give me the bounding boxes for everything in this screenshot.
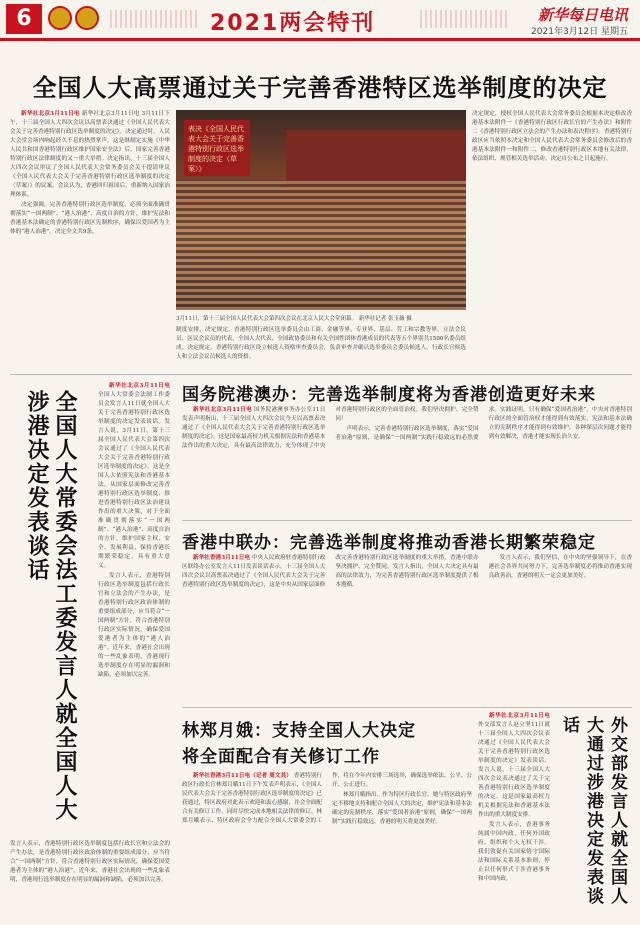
divider <box>10 374 632 375</box>
article4-title-line2: 将全面配合有关修订工作 <box>182 747 380 767</box>
article3-byline: 新华社香港3月11日电 <box>193 555 251 561</box>
main-headline: 全国人大高票通过关于完善香港特区选举制度的决定 <box>32 74 608 102</box>
article3-text: 中央人民政府驻香港特别行政区联络办公室发言人11日发表谈话表示，十三届全国人大四次会议以高票表决通过了《全国人民代表大会关于完善香港特别行政区选举制度的决定》，这是中央从国家层面修改完善香港特别行政区选举制度的重大举措，香港中联办坚决拥护、完全赞同。发言人指出，全国人大决定具有最高的法律效力，为完善香港特别行政区选举制度提供了根本遵循。 <box>182 555 479 588</box>
emblems <box>48 6 108 32</box>
header-rule <box>0 38 640 41</box>
main-article-col4: 决定规定，授权全国人民代表大会常务委员会根据本决定修改香港基本法附件一《香港特别行政区行政长官的产生办法》和附件二《香港特别行政区立法会的产生办法和表决程序》。香港特别行政区应当依照本决定和全国人民代表大会常务委员会修改后的香港基本法附件一和附件二，修改香港特别行政区本地有关法律，依法组织、规管相关选举活动。决定自公布之日起施行。 <box>472 111 632 162</box>
main-article-col3: 制度安排。决定规定，香港特别行政区选举委员会由工商、金融等界，专业界，基层、劳工和宗教等界，立法会议员、区议会议员的代表，全国人大代表、全国政协委员和有关全国性团体香港成员的代表等五个界别共1500名委员组成。决定规定，香港特别行政区设立候选人资格审查委员会，负责审查并确认选举委员会委员候选人、行政长官候选人和立法会议员候选人的资格。 <box>176 327 466 360</box>
left-feature-title: 全国人大常委会法工委发言人就全国人大涉港决定发表谈话 <box>24 390 77 822</box>
photo-caption: 3月11日，第十三届全国人民代表大会第四次会议在北京人民大会堂闭幕。 新华社记者 张玉薇 摄 <box>176 316 412 322</box>
divider <box>182 520 632 521</box>
article2-body <box>182 406 632 516</box>
cppcc-emblem-icon <box>75 6 99 30</box>
article3-body <box>182 554 632 704</box>
article4-title-line1: 林郑月娥：支持全国人大决定 <box>182 721 416 741</box>
main-article-col1 <box>10 110 170 378</box>
right-feature-title: 外交部发言人就全国人大通过涉港决定发表谈话 <box>559 716 627 906</box>
left-feature-body <box>98 382 170 832</box>
article3-title: 香港中联办：完善选举制度将推动香港长期繁荣稳定 <box>182 533 596 553</box>
right-feature-byline: 新华社北京3月11日电 <box>489 713 550 719</box>
photo-screen-text: 表决《全国人民代表大会关于完善香港特别行政区选举制度的决定（草案）》 <box>184 120 250 176</box>
left-feature-text: 全国人大常委会法制工作委员会发言人11日就全国人大关于完善香港特别行政区选举制度的决定发表谈话。发言人说，3月11日，第十三届全国人民代表大会第四次会议通过了《全国人民代表大会关于完善香港特别行政区选举制度的决定》，这是全国人大依照宪法和香港基本法，从国家层面修改完善香港特别行政区选举制度、推进香港特别行政区法治建设作出的重大决策，对于全面准确贯彻落实“一国两制”、“港人治港”、高度自治的方针，维护国家主权、安全、发展利益，保持香港长期繁荣稳定，具有重大意义。 <box>98 392 170 569</box>
header-decoration <box>420 10 510 28</box>
article2-byline: 新华社北京3月11日电 <box>193 407 252 413</box>
right-feature-body <box>478 712 550 920</box>
right-feature-text: 外交部发言人赵立坚11日就十三届全国人大四次会议表决通过《全国人民代表大会关于完善香港特别行政区选举制度的决定》发表谈话。发言人说，十三届全国人大四次会议表决通过了关于完善香港特别行政区选举制度的决定。这是国家最高权力机关根据宪法和香港基本法作出的重大制度安排。 <box>478 722 550 818</box>
main-byline: 新华社北京3月11日电 <box>21 111 80 117</box>
left-feature-text-2: 发言人表示，香港特别行政区选举制度包括行政长官和立法会的产生办法，是香港特别行政区政治体制的重要组成部分，应当符合“一国两制”方针，符合香港特别行政区实际情况，确保爱国爱港者为主体的“港人治港”。近年来，香港社会出现的一些乱象表明，香港现行选举制度存在明显的漏洞和缺陷，必须加以完善。 <box>98 573 170 678</box>
article2-text: 国务院港澳事务办公室11日发表声明指出，十三届全国人大四次会议今天以高票表决通过了《全国人民代表大会关于完善香港特别行政区选举制度的决定》。这是国家最高权力机关根据宪法和香港基本法作出的重大决定，具有最高法律效力，充分体现了中央对香港特别行政区的全面管治权。我们坚决拥护、完全赞同！ <box>182 407 479 449</box>
header-decoration <box>110 10 200 28</box>
main-col1-text: 新华社北京3月11日电 3月11日下午，十三届全国人大四次会议以高票表决通过《全国人民代表大会关于完善香港特别行政区选举制度的决定》。决定通过时，人民大会堂会场内响起经久不息的热烈掌声。这是继制定实施《中华人民共和国香港特别行政区维护国家安全法》后，国家完善香港特别行政区法律制度的又一重大举措。决定指出，十三届全国人大四次会议审议了全国人民代表大会常务委员会关于提请审议《全国人民代表大会关于完善香港特别行政区选举制度的决定（草案）》的议案。会议认为，香港回归祖国后，重新纳入国家治理体系。 <box>10 111 170 198</box>
article4-body <box>182 772 472 920</box>
article4-byline: 新华社香港3月11日电（记者 周文其） <box>193 773 292 779</box>
main-col2-text: 决定强调，完善香港特别行政区选举制度，必须全面准确贯彻落实“一国两制”、“港人治港”、高度自治的方针，维护宪法和香港基本法确定的香港特别行政区宪制秩序，确保以爱国者为主体的“港人治港”。决定全文共9条。 <box>10 202 170 235</box>
divider <box>182 707 632 708</box>
plenary-photo <box>176 110 466 310</box>
article2-title: 国务院港澳办：完善选举制度将为香港创造更好未来 <box>182 385 596 405</box>
article4-text: 香港特别行政区行政长官林郑月娥11日下午发表声明表示，《全国人民代表大会关于完善香港特别行政区选举制度的决定》已获通过，特区政府对此表示欢迎和衷心感谢，并会全面配合有关修订工作，同时尽快完成本地相关法律的修订。林郑月娥表示，特区政府会全力配合全国人大常委会的工作，将在今年内安排三场选举，确保选举依法、公平、公开、公正进行。 <box>182 773 472 824</box>
left-feature-byline: 新华社北京3月11日电 <box>109 383 170 389</box>
newspaper-brand: 新华每日电讯 <box>537 6 628 24</box>
article4-text-2: 林郑月娥指出，作为特区行政长官，她与特区政府坚定不移地支持和配合全国人大的决定，维护宪法和基本法确定的宪制秩序，落实“爱国者治港”原则，确保“一国两制”实践行稳致远，香港的明天将更加美好。 <box>332 792 472 825</box>
article2-text-2: 声明表示，完善香港特别行政区选举制度，落实“爱国者治港”原则，是确保“一国两制”实践行稳致远的必然要求。实践证明，只有确保“爱国者治港”，中央对香港特别行政区的全面管治权才能得到有效落实，宪法和基本法确立的宪制秩序才能得到有效维护，各种深层次问题才能得到有效解决，香港才能实现长治久安。 <box>335 407 632 441</box>
article3-text-2: 发言人表示，我们坚信，在中央的坚强领导下，在香港社会各界共同努力下，完善选举制度必将推动香港实现良政善治，香港的明天一定会更加美好。 <box>488 555 632 579</box>
national-emblem-icon <box>48 6 72 30</box>
right-feature-text-2: 发言人表示，香港事务纯属中国内政，任何外国政府、组织和个人无权干涉。我们敦促有关国家恪守国际法和国际关系基本准则，停止以任何形式干涉香港事务和中国内政。 <box>478 822 550 882</box>
section-title: 2021两会特刊 <box>210 11 376 36</box>
page-number: 6 <box>6 4 42 34</box>
left-feature-continued: 发言人表示，香港特别行政区选举制度包括行政长官和立法会的产生办法，是香港特别行政区政治体制的重要组成部分，应当符合“一国两制”方针，符合香港特别行政区实际情况，确保爱国爱港者为主体的“港人治港”。近年来，香港社会出现的一些乱象表明，香港现行选举制度存在明显的漏洞和缺陷，必须加以完善。 <box>10 841 170 883</box>
issue-date: 2021年3月12日 星期五 <box>531 27 628 37</box>
